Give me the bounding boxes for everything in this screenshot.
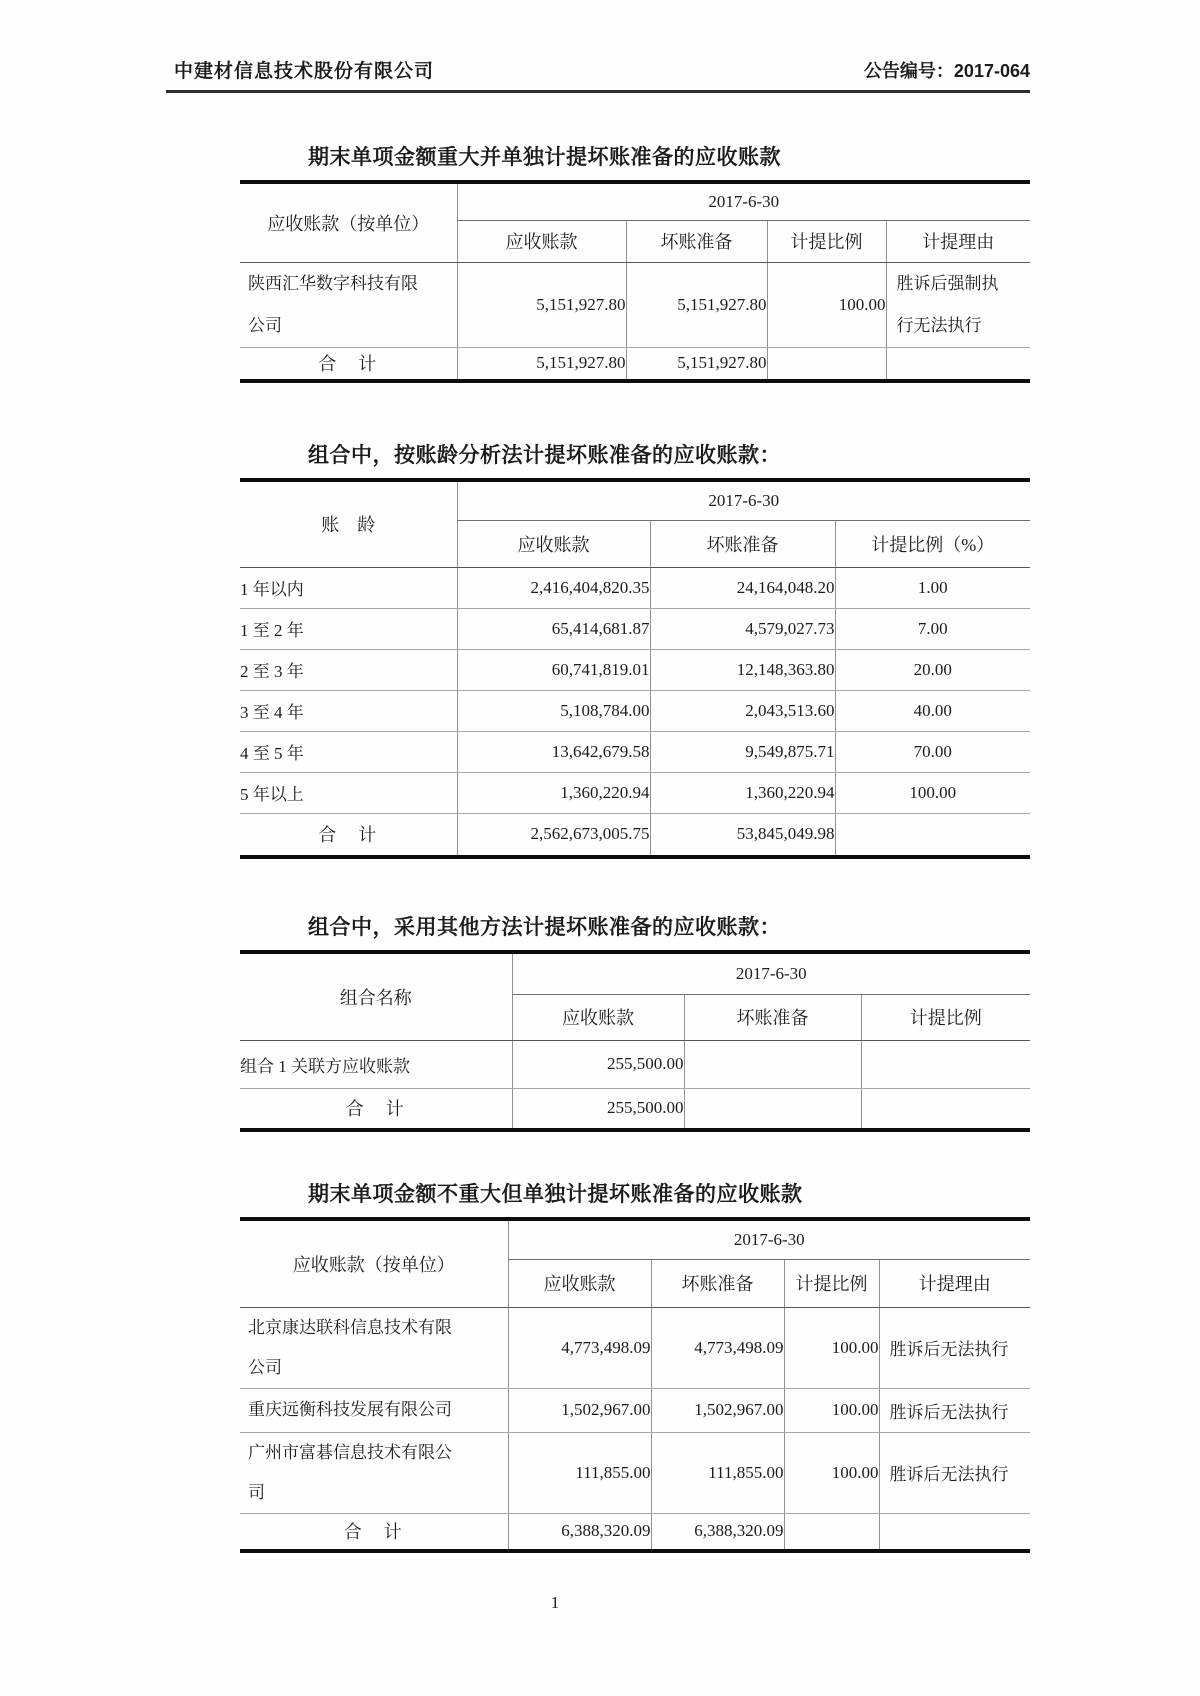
total-provision-empty <box>684 1088 861 1130</box>
receivable-amount: 5,151,927.80 <box>457 262 626 347</box>
debtor-name: 广州市富碁信息技术有限公司 <box>240 1432 508 1513</box>
section3-title: 组合中，采用其他方法计提坏账准备的应收账款： <box>308 915 781 939</box>
total-row <box>240 1088 1030 1130</box>
provision-ratio: 7.00 <box>835 608 1030 649</box>
receivable-amount: 111,855.00 <box>508 1432 651 1513</box>
debtor-name: 重庆远衡科技发展有限公司 <box>240 1388 508 1432</box>
total-provision: 6,388,320.09 <box>651 1513 784 1551</box>
provision-ratio: 40.00 <box>835 690 1030 731</box>
receivable-amount: 65,414,681.87 <box>457 608 650 649</box>
total-provision: 53,845,049.98 <box>650 813 835 857</box>
col-header-reason: 计提理由 <box>886 220 1030 262</box>
provision-ratio: 100.00 <box>784 1307 879 1388</box>
total-reason-empty <box>879 1513 1030 1551</box>
aging-bucket: 5 年以上 <box>240 772 457 813</box>
provision-ratio: 100.00 <box>767 262 886 347</box>
provision-ratio: 100.00 <box>835 772 1030 813</box>
total-ratio-empty <box>784 1513 879 1551</box>
table-row <box>240 772 1030 813</box>
table-row <box>240 690 1030 731</box>
row-axis-header: 账 龄 <box>240 480 457 567</box>
provision-amount: 1,360,220.94 <box>650 772 835 813</box>
col-header-ratio: 计提比例 <box>784 1259 879 1307</box>
provision-ratio: 1.00 <box>835 567 1030 608</box>
period-header: 2017-6-30 <box>508 1219 1030 1259</box>
provision-ratio: 100.00 <box>784 1388 879 1432</box>
table-row <box>240 262 1030 347</box>
provision-amount: 9,549,875.71 <box>650 731 835 772</box>
table-other-method-provision <box>240 950 1030 1132</box>
table-row <box>240 567 1030 608</box>
receivable-amount: 4,773,498.09 <box>508 1307 651 1388</box>
provision-amount: 12,148,363.80 <box>650 649 835 690</box>
total-ratio-empty <box>767 347 886 381</box>
table-row <box>240 952 1030 994</box>
section1-title: 期末单项金额重大并单独计提坏账准备的应收账款 <box>308 145 781 169</box>
table-significant-individual-provision <box>240 180 1030 383</box>
col-header-provision: 坏账准备 <box>684 994 861 1040</box>
provision-ratio: 100.00 <box>784 1432 879 1513</box>
provision-amount: 5,151,927.80 <box>626 262 767 347</box>
provision-amount <box>684 1040 861 1088</box>
table-row <box>240 608 1030 649</box>
col-header-receivable: 应收账款 <box>512 994 684 1040</box>
total-receivable: 5,151,927.80 <box>457 347 626 381</box>
aging-bucket: 2 至 3 年 <box>240 649 457 690</box>
provision-amount: 111,855.00 <box>651 1432 784 1513</box>
aging-bucket: 1 年以内 <box>240 567 457 608</box>
table-row <box>240 1040 1030 1088</box>
table-row <box>240 649 1030 690</box>
table-row <box>240 1432 1030 1513</box>
provision-ratio: 20.00 <box>835 649 1030 690</box>
row-axis-header: 组合名称 <box>240 952 512 1040</box>
portfolio-name: 组合 1 关联方应收账款 <box>240 1040 512 1088</box>
total-provision: 5,151,927.80 <box>626 347 767 381</box>
total-label: 合 计 <box>343 1522 404 1543</box>
table-insignificant-individual-provision <box>240 1217 1030 1553</box>
receivable-amount: 2,416,404,820.35 <box>457 567 650 608</box>
period-header: 2017-6-30 <box>457 182 1030 220</box>
section2-title: 组合中，按账龄分析法计提坏账准备的应收账款： <box>308 443 781 467</box>
provision-amount: 24,164,048.20 <box>650 567 835 608</box>
receivable-amount: 255,500.00 <box>512 1040 684 1088</box>
section4-title: 期末单项金额不重大但单独计提坏账准备的应收账款 <box>308 1182 803 1206</box>
table-row <box>240 480 1030 520</box>
total-row <box>240 347 1030 381</box>
table-row <box>240 1307 1030 1388</box>
receivable-amount: 5,108,784.00 <box>457 690 650 731</box>
total-receivable: 6,388,320.09 <box>508 1513 651 1551</box>
receivable-amount: 60,741,819.01 <box>457 649 650 690</box>
debtor-name: 北京康达联科信息技术有限公司 <box>240 1307 508 1388</box>
provision-reason: 胜诉后强制执行无法执行 <box>886 262 1030 347</box>
debtor-name: 陕西汇华数字科技有限公司 <box>240 262 457 347</box>
aging-bucket: 1 至 2 年 <box>240 608 457 649</box>
col-header-ratio: 计提比例 <box>861 994 1030 1040</box>
col-header-provision: 坏账准备 <box>626 220 767 262</box>
table-row <box>240 731 1030 772</box>
provision-reason: 胜诉后无法执行 <box>879 1432 1030 1513</box>
total-row <box>240 1513 1030 1551</box>
col-header-ratio: 计提比例（%） <box>835 520 1030 567</box>
col-header-receivable: 应收账款 <box>508 1259 651 1307</box>
row-axis-header: 应收账款（按单位） <box>240 182 457 262</box>
receivable-amount: 13,642,679.58 <box>457 731 650 772</box>
provision-ratio: 70.00 <box>835 731 1030 772</box>
total-receivable: 255,500.00 <box>512 1088 684 1130</box>
table-row <box>240 1219 1030 1259</box>
provision-amount: 1,502,967.00 <box>651 1388 784 1432</box>
provision-amount: 2,043,513.60 <box>650 690 835 731</box>
provision-reason: 胜诉后无法执行 <box>879 1388 1030 1432</box>
col-header-receivable: 应收账款 <box>457 520 650 567</box>
period-header: 2017-6-30 <box>512 952 1030 994</box>
receivable-amount: 1,502,967.00 <box>508 1388 651 1432</box>
provision-amount: 4,773,498.09 <box>651 1307 784 1388</box>
col-header-receivable: 应收账款 <box>457 220 626 262</box>
aging-bucket: 3 至 4 年 <box>240 690 457 731</box>
notice-number-block <box>864 57 1030 83</box>
total-label: 合 计 <box>345 1099 406 1120</box>
provision-reason: 胜诉后无法执行 <box>879 1307 1030 1388</box>
table-aging-analysis-provision <box>240 478 1030 859</box>
total-receivable: 2,562,673,005.75 <box>457 813 650 857</box>
provision-ratio <box>861 1040 1030 1088</box>
notice-number-value: 2017-064 <box>953 61 1030 81</box>
col-header-provision: 坏账准备 <box>651 1259 784 1307</box>
provision-amount: 4,579,027.73 <box>650 608 835 649</box>
total-reason-empty <box>886 347 1030 381</box>
total-ratio-empty <box>861 1088 1030 1130</box>
receivable-amount: 1,360,220.94 <box>457 772 650 813</box>
total-label: 合 计 <box>318 825 379 846</box>
total-label: 合 计 <box>318 354 379 375</box>
document-header <box>166 0 1030 93</box>
col-header-ratio: 计提比例 <box>767 220 886 262</box>
total-row <box>240 813 1030 857</box>
aging-bucket: 4 至 5 年 <box>240 731 457 772</box>
notice-number-label: 公告编号： <box>863 61 954 81</box>
page-number: 1 <box>550 1593 560 1612</box>
table-row <box>240 182 1030 220</box>
col-header-reason: 计提理由 <box>879 1259 1030 1307</box>
col-header-provision: 坏账准备 <box>650 520 835 567</box>
total-ratio-empty <box>835 813 1030 857</box>
row-axis-header: 应收账款（按单位） <box>240 1219 508 1307</box>
period-header: 2017-6-30 <box>457 480 1030 520</box>
page-content <box>240 141 1030 1553</box>
table-row <box>240 1388 1030 1432</box>
company-name: 中建材信息技术股份有限公司 <box>174 61 435 82</box>
